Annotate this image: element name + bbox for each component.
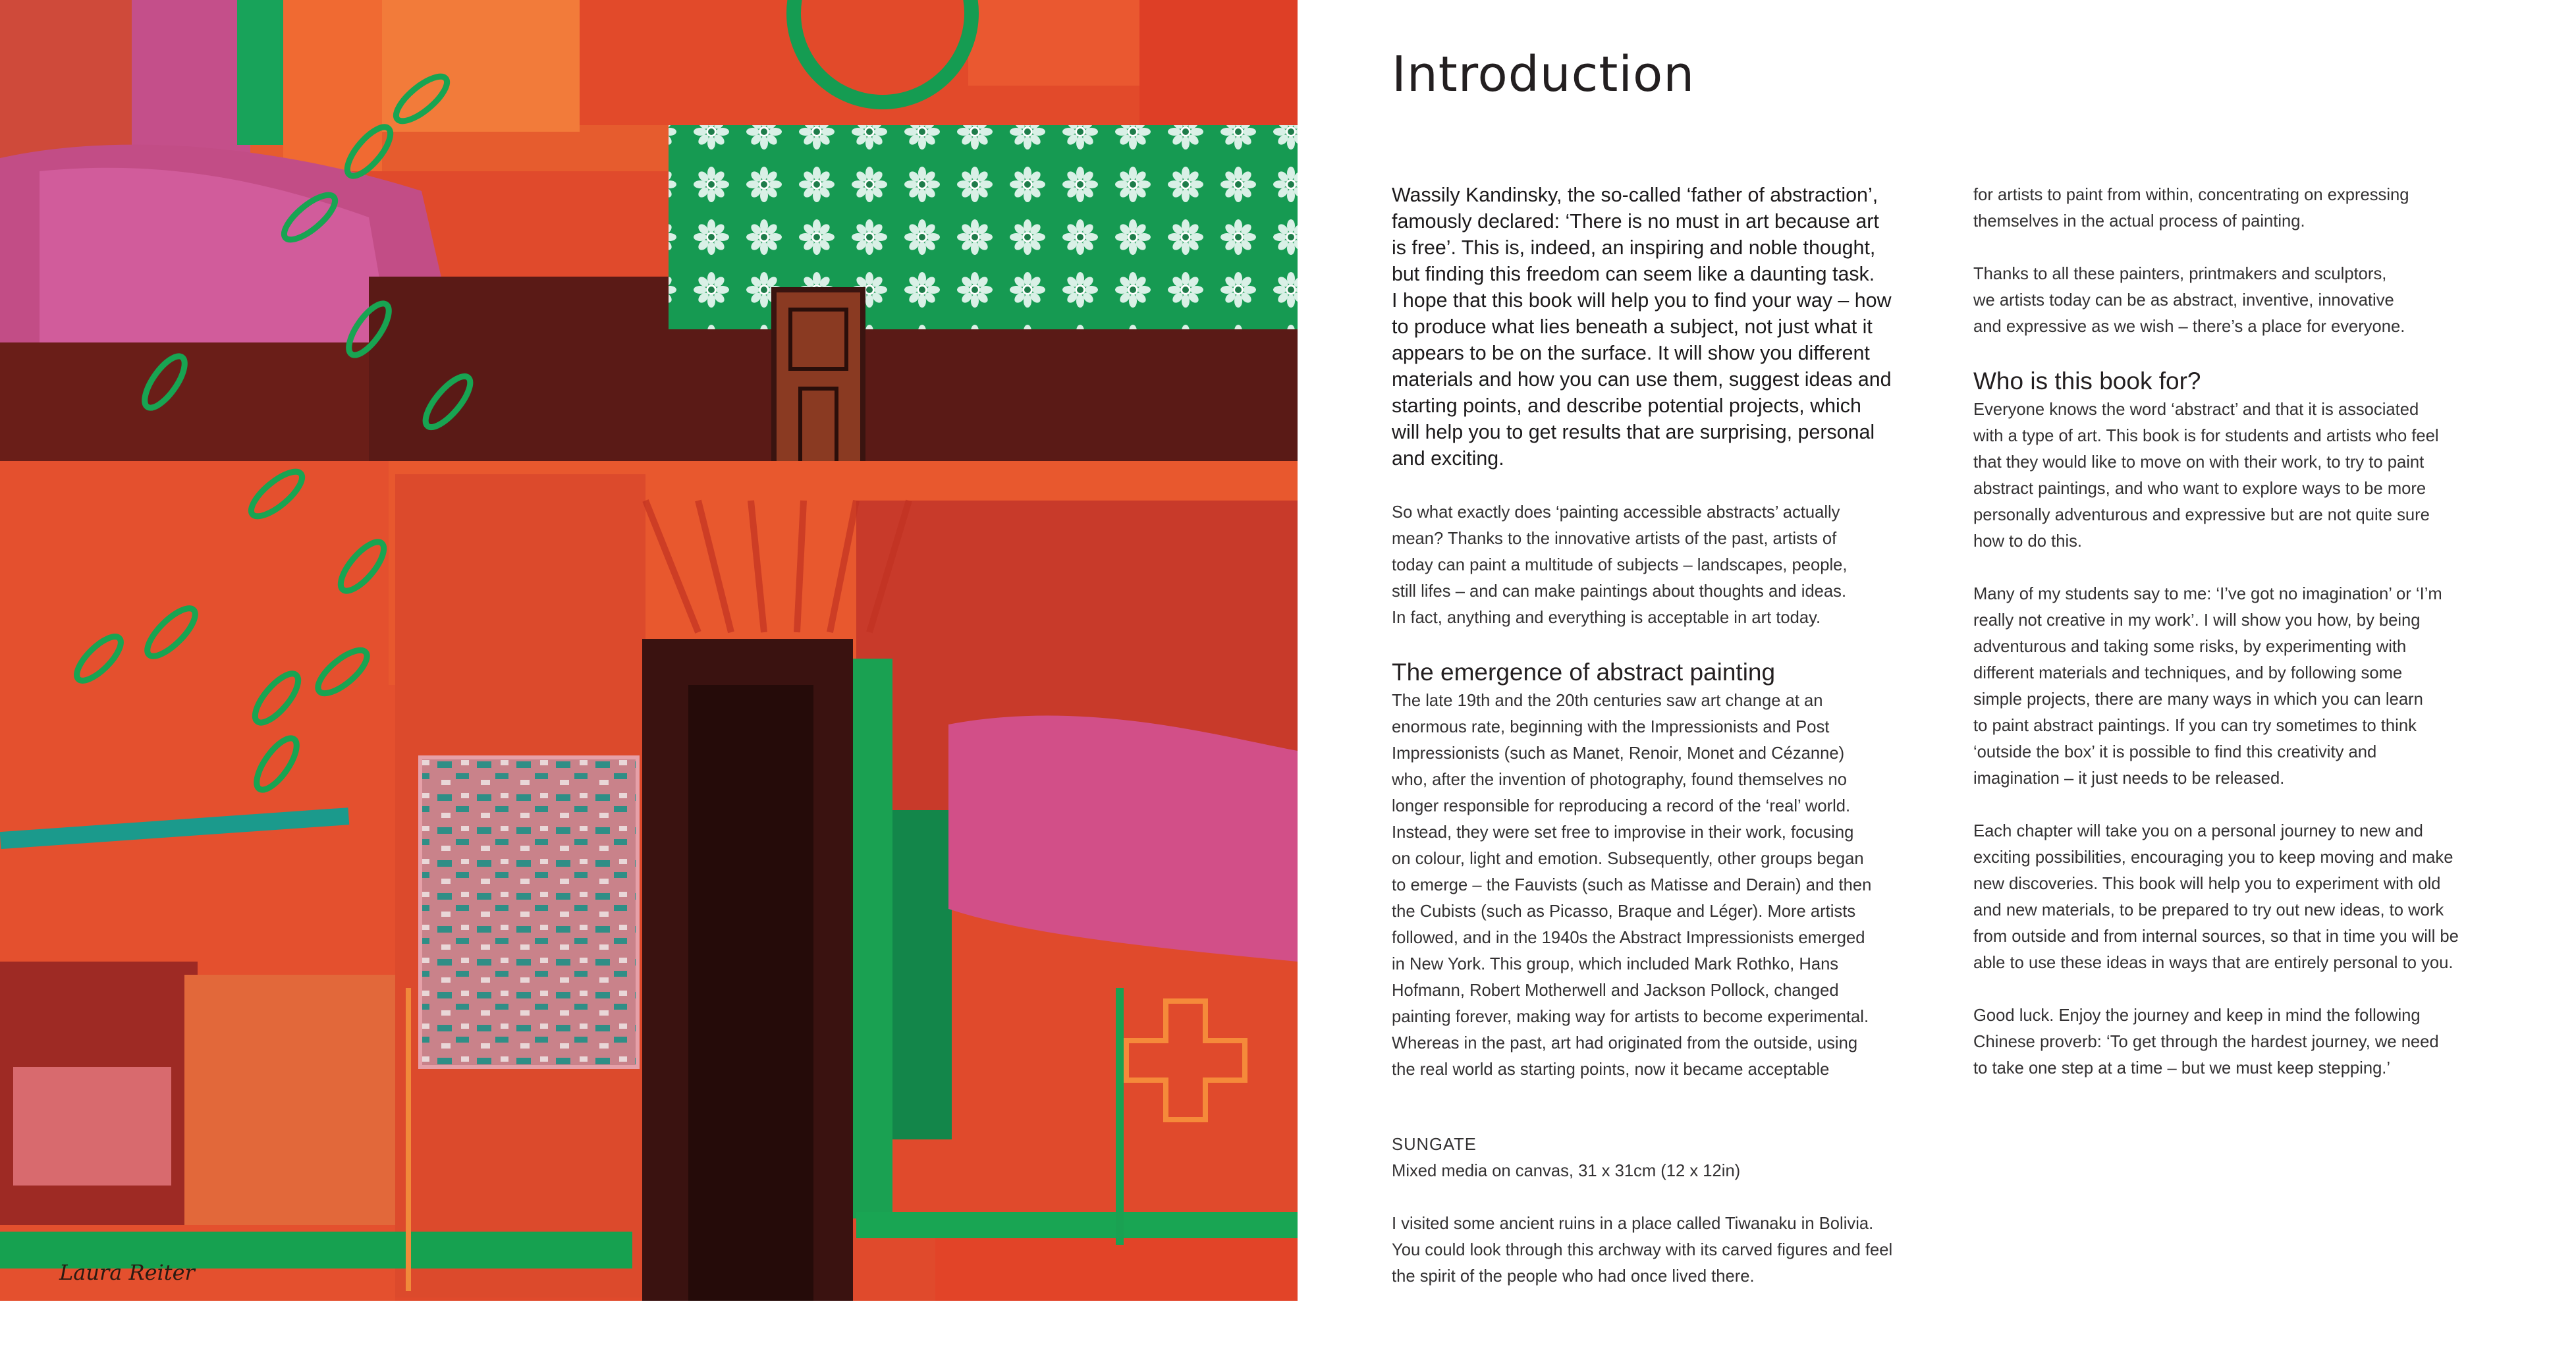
body-paragraph: Good luck. Enjoy the journey and keep in mind the following Chinese proverb: ‘To get through the hardest journey, we need to take one step at a time – but we must keep stepping.’: [1973, 1006, 2439, 1078]
artwork-sungate: [0, 0, 1298, 1301]
body-paragraph: The late 19th and the 20th centuries saw art change at an enormous rate, beginning with the Impressionists and Post Impressionists (such as Manet, Renoir, Monet and Cézanne) who, after the invention of photography, found themselves no longer responsible for reproducing a record of the ‘real’ world. Instead, they were set free to improvise in their work, focusing on colour, light and emotion. Subsequently, other groups began to emerge – the Fauvists (such as Matisse and Derain) and then the Cubists (such as Picasso, Braque and Léger). More artists followed, and in the 1940s the Abstract Impressionists emerged in New York. This group, which included Mark Rothko, Hans Hofmann, Robert Motherwell and Jackson Pollock, changed painting forever, making way for artists to become experimental. Whereas in the past, art had originated from the outside, using the real world as starting points, now it became acceptable: [1392, 692, 1872, 1079]
body-paragraph: Each chapter will take you on a personal journey to new and exciting possibilities, encouraging you to keep moving and make new discoveries. This book will help you to experiment with old and new materials, to be prepared to try out new ideas, to work from outside and from internal sources, so that in time you will be able to use these ideas in ways that are entirely personal to you.: [1973, 822, 2459, 972]
page-title: Introduction: [1392, 46, 1695, 103]
artwork-caption: [1392, 1132, 1932, 1316]
left-text-column: [1392, 182, 1925, 1109]
intro-lead-paragraph: Wassily Kandinsky, the so-called ‘father of abstraction’, famously declared: ‘There is no must in art because art is free’. This is, indeed, an inspiring and noble thought, but finding this freedom can seem like a daunting task. I hope that this book will help you to find your way – how to produce what lies beneath a subject, not just what it appears to be on the surface. It will show you different materials and how you can use them, suggest ideas and starting points, and describe potential projects, which will help you to get results that are surprising, personal and exciting.: [1392, 184, 1892, 470]
caption-text: I visited some ancient ruins in a place called Tiwanaku in Bolivia. You could look through this archway with its carved figures and feel the spirit of the people who had once lived there.: [1392, 1214, 1893, 1286]
caption-title: SUNGATE: [1392, 1135, 1477, 1154]
caption-medium: Mixed media on canvas, 31 x 31cm (12 x 12in): [1392, 1162, 1741, 1180]
body-paragraph: So what exactly does ‘painting accessible abstracts’ actually mean? Thanks to the innovative artists of the past, artists of today can paint a multitude of subjects – landscapes, people, still lifes – and can make paintings about thoughts and ideas. In fact, anything and everything is acceptable in art today.: [1392, 503, 1848, 627]
body-paragraph: for artists to paint from within, concentrating on expressing themselves in the actual process of painting.: [1973, 186, 2409, 231]
painting-image: [0, 0, 1298, 1301]
body-paragraph: Everyone knows the word ‘abstract’ and that it is associated with a type of art. This book is for students and artists who feel that they would like to move on with their work, to try to paint abstract paintings, and who want to explore ways to be more personally adventurous and expressive but are not quite sure how to do this.: [1973, 400, 2439, 551]
body-paragraph: Thanks to all these painters, printmakers and sculptors, we artists today can be as abstract, inventive, innovative and expressive as we wish – there’s a place for everyone.: [1973, 265, 2405, 336]
body-paragraph: Many of my students say to me: ‘I’ve got no imagination’ or ‘I’m really not creative in my work’. I will show you how, by being adventurous and taking some risks, by experimenting with different materials and techniques, and by following some simple projects, there are many ways in which you can learn to paint abstract paintings. If you can try sometimes to think ‘outside the box’ it is possible to find this creativity and imagination – it just needs to be released.: [1973, 585, 2442, 788]
section-heading-emergence: The emergence of abstract painting: [1392, 659, 1776, 686]
section-heading-who: Who is this book for?: [1973, 368, 2201, 395]
artist-signature: Laura Reiter: [59, 1260, 195, 1285]
right-text-column: [1973, 182, 2490, 1108]
